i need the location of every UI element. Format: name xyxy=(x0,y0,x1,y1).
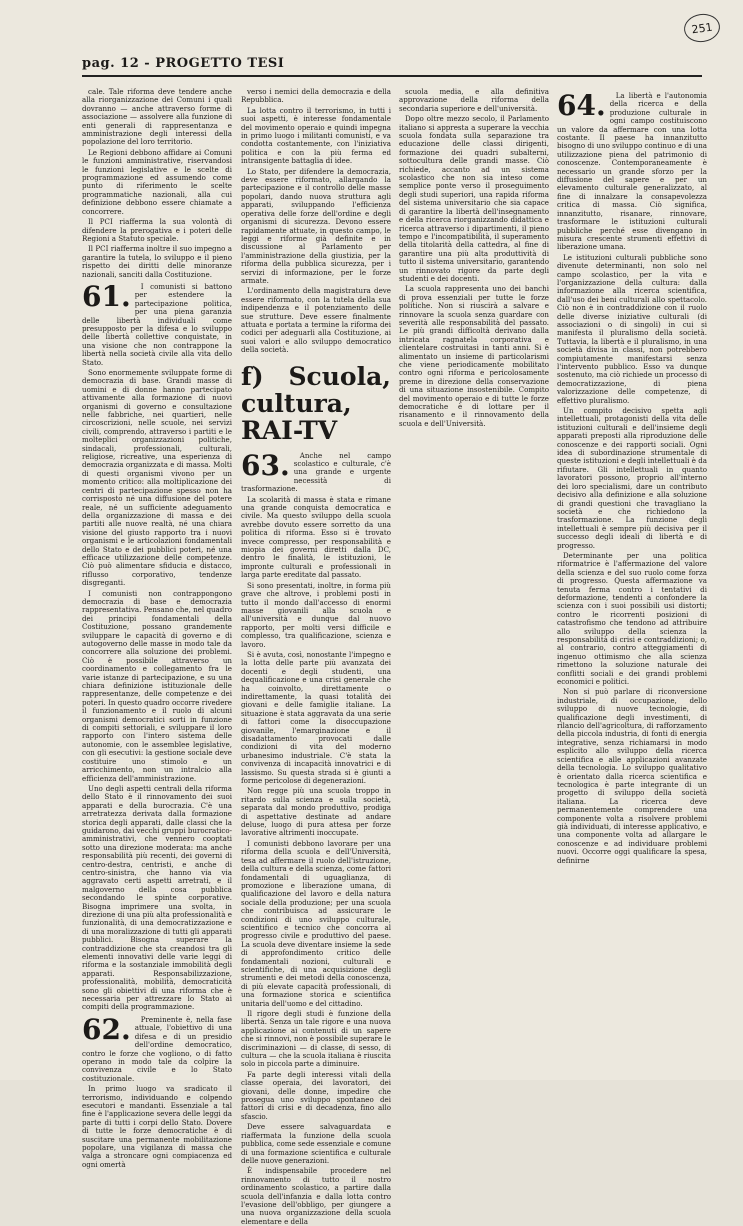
text-column-4 xyxy=(557,88,707,1028)
paragraph: La libertà e l'autonomia della ricerca e della produzione culturale in ogni campo costituiscono un valore da affermare con una lotta costante. Il paese ha innanzitutto bisogno di uno sviluppo continuo e di una utilizzazione piena del patrimonio di conoscenze. Contemporaneamente è necessario un grande sforzo per la diffusione del sapere e per un elevamento culturale generalizzato, al fine di innalzare la consapevolezza critica di massa. Ciò significa, innanzitutto, risanare, rinnovare, trasformare le istituzioni culturali pubbliche perché esse divengano in misura crescente strumenti effettivi di liberazione umana. xyxy=(557,91,707,252)
paragraph: L'ordinamento della magistratura deve essere riformato, con la tutela della sua indipendenza e il potenziamento delle sue strutture. Deve essere finalmente attuata e portata a termine la riforma dei codici per adeguarli alla Costituzione, ai suoi valori e allo sviluppo democratico della società. xyxy=(241,286,391,355)
paragraph: Sono enormemente sviluppate forme di democrazia di base. Grandi masse di uomini e di donne hanno partecipato attivamente alla formazione di nuovi organismi di governo e consultazione nelle fabbriche, nei quartieri, nelle circoscrizioni, nelle scuole, nei servizi civili, comprendo, attraverso i partiti e le molteplici organizzazioni politiche, sindacali, professionali, culturali, religiose, ricreative, una esperienza di democrazia organizzata e di massa. Molti di questi organismi vivono per un momento critico: alla moltiplicazione dei centri di partecipazione spesso non ha corrisposto né una diffusione del potere reale, né un sufficiente adeguamento della organizzazione di massa e dei partiti alle nuove realtà, né una chiara visione del giusto rapporto tra i nuovi organismi e le articolazioni fondamentali dello Stato e dei pubblici poteri, né una efficace utilizzazione delle competenze. Ciò può alimentare sfiducia e distacco, riflusso corporativo, tendenze disgreganti. xyxy=(82,368,232,588)
text-column-2 xyxy=(241,87,391,1226)
paragraph: La scolarità di massa è stata e rimane una grande conquista democratica e civile. Ma questo sviluppo della scuola avrebbe dovuto essere sorretto da una politica di riforma. Esso si è trovato invece compresso, per responsabilità e miopia dei governi diretti dalla DC, dentro le finalità, le istituzioni, le impronte culturali e professionali in larga parte ereditate dal passato. xyxy=(241,494,391,580)
paragraph: Si sono presentati, inoltre, in forma più grave che altrove, i problemi posti in tutto il mondo dall'accesso di enormi masse giovanili alla scuola e all'università e dunque dal nuovo rapporto, per molti versi difficile e complesso, tra qualificazione, scienza e lavoro. xyxy=(241,580,391,649)
numbered-paragraph-64 xyxy=(557,89,707,252)
paragraph: scuola media, e alla definitiva approvazione della riforma della secondaria superiore e dell'università. xyxy=(399,87,549,113)
paragraph: Un compito decisivo spetta agli intellettuali, protagonisti della vita delle istituzioni culturali e dell'insieme degli apparati preposti alla riproduzione delle conoscenze e dei rapporti sociali. Ogni idea di subordinazione strumentale di queste istituzioni e degli intellettuali è da rifiutare. Gli intellettuali in quanto lavoratori possono, proprio all'interno dei loro specialismi, dare un contributo decisivo alla definizione e alla soluzione di grandi questioni che travagliano la società e che richiedono la trasformazione. La funzione degli intellettuali è sempre più decisiva per il successo degli ideali di libertà e di progresso. xyxy=(557,406,707,550)
paragraph-number: 62. xyxy=(82,1012,131,1046)
paragraph: verso i nemici della democrazia e della Repubblica. xyxy=(241,87,391,105)
paragraph: Deve essere salvaguardata e riaffermata la funzione della scuola pubblica, come sede essenziale e comune di una formazione scientifica e culturale delle nuove generazioni. xyxy=(241,1122,391,1165)
paragraph: Uno degli aspetti centrali della riforma dello Stato è il rinnovamento dei suoi apparati e della burocrazia. C'è una arretratezza derivata dalla formazione storica degli apparati, dalle classi che la guidarono, dai vecchi gruppi burocratico-amministrativi, che vennero cooptati sotto una direzione moderata: ma anche responsabilità più recenti, dei governi di centro-destra, centristi, e anche di centro-sinistra, che hanno via via aggravato certi aspetti arretrati, e il malgoverno della cosa pubblica secondando le spinte corporative. Bisogna imprimere una svolta, in direzione di una più alta professionalità e funzionalità, di una democratizzazione e di una moralizzazione di tutti gli apparati pubblici. Bisogna superare la contraddizione che sta creandosi tra gli elementi innovativi delle varie leggi di riforma e la sostanziale immobilità degli apparati. Responsabilizzazione, professionalità, mobilità, democraticità sono gli obiettivi di una riforma che è necessaria per attrezzare lo Stato ai compiti della programmazione. xyxy=(82,783,232,1012)
paragraph: Le istituzioni culturali pubbliche sono divenute determinanti, non solo nel campo scolastico, per la vita e l'organizzazione della cultura: dalla informazione alla ricerca scientifica, dall'uso dei beni culturali allo spettacolo. Ciò non è in contraddizione con il ruolo delle diverse iniziative culturali (di associazioni o di singoli) in cui si manifesta il pluralismo della società. Tuttavia, la libertà e il pluralismo, in una società divisa in classi, non potrebbero compiutamente manifestarsi senza l'intervento pubblico. Esso va dunque sostenuto, ma ciò richiede un processo di democratizzazione, di piena valorizzazione delle competenze, di effettivo pluralismo. xyxy=(557,252,707,405)
paragraph: La scuola rappresenta uno dei banchi di prova essenziali per tutte le forze politiche. Non si riuscirà a salvare e rinnovare la scuola senza guardare con severità alle responsabilità del passato. Le più grandi difficoltà derivano dalla intricata ragnatela corporativa e clientelare costruitasi in tanti anni. Si è alimentato un insieme di particolarismi che viene periodicamente mobilitato contro ogni riforma e pericolosamente preme in direzione della conservazione di una situazione insostenibile. Compito del movimento operaio e di tutte le forze democratiche è di lottare per il risanamento e il rinnovamento della scuola e dell'Università. xyxy=(399,284,549,428)
paragraph: È indispensabile procedere nel rinnovamento di tutto il nostro ordinamento scolastico, a partire dalla scuola dell'infanzia e dalla lotta contro l'evasione dell'obbligo, per giungere a una nuova organizzazione della scuola elementare e della xyxy=(241,1166,391,1226)
paragraph: Le Regioni debbono affidare ai Comuni le funzioni amministrative, riservandosi le funzioni legislative e le scelte di programmazione ed assumendo come punto di riferimento le scelte programmatiche nazionali, alla cui definizione debbono essere chiamate a concorrere. xyxy=(82,147,232,216)
numbered-paragraph-61 xyxy=(82,279,232,367)
paragraph: Dopo oltre mezzo secolo, il Parlamento italiano si appresta a superare la vecchia scuola fondata sulla separazione tra educazione delle classi dirigenti, formazione dei quadri subalterni, sottocultura delle grandi masse. Ciò richiede, accanto ad un sistema scolastico che non sia inteso come semplice ponte verso il proseguimento degli studi superiori, una rapida riforma del sistema universitario che sia capace di garantire la libertà dell'insegnamento e della ricerca riorganizzando didattica e ricerca attraverso i dipartimenti, il pieno tempo e l'incompatibilità, il superamento della titolarità della cattedra, al fine di garantire una più alta produttività di tutto il sistema universitario, garantendo un rinnovato rigore da parte degli studenti e dei docenti. xyxy=(399,114,549,283)
paragraph: I comunisti non contrappongono democrazia di base e democrazia rappresentativa. Pensano che, nel quadro dei principi fondamentali della Costituzione, possano grandemente sviluppare le capacità di governo e di autogoverno delle masse in modo tale da concorrere alla soluzione dei problemi. Ciò è possibile attraverso un coordinamento e collegamento fra le varie istanze di partecipazione, e su una chiara definizione istituzionale delle rappresentanze, delle competenze e dei poteri. In questo quadro occorre rivedere il funzionamento e il ruolo di alcuni organismi democratici sorti in funzione di compiti settoriali, e sviluppare il loro rapporto con l'intero sistema delle autonomie, con le assemblee legislative, con gli esecutivi: la gestione sociale deve costituire uno stimolo e un arricchimento, non un intralcio alla efficienza dell'amministrazione. xyxy=(82,588,232,783)
paragraph: In primo luogo va sradicato il terrorismo, individuando e colpendo esecutori e mandanti. Essenziale a tal fine è l'applicazione severa delle leggi da parte di tutti i corpi dello Stato. Dovere di tutte le forze democratiche è di suscitare una permanente mobilitazione popolare, una vigilanza di massa che valga a stroncare ogni compiacenza ed ogni omertà xyxy=(82,1084,232,1169)
paragraph: Si è avuta, così, nonostante l'impegno e la lotta delle parte più avanzata dei docenti e degli studenti, una dequalificazione e una crisi generale che ha coinvolto, direttamente o indirettamente, la quasi totalità dei giovani e delle famiglie italiane. La situazione è stata aggravata da una serie di fattori come la disoccupazione giovanile, l'emarginazione e il disadattamento provocati dalle condizioni di vita del moderno urbanesimo industriale. C'è stata la convivenza di incapacità innovatrici e di lassismo. Su questa strada si è giunti a forme pericolose di degenerazioni. xyxy=(241,649,391,786)
paragraph: I comunisti debbono lavorare per una riforma della scuola e dell'Università, tesa ad affermare il ruolo dell'istruzione, della cultura e della scienza, come fattori fondamentali di uguaglianza, di promozione e liberazione umana, di qualificazione del lavoro e della natura sociale della produzione; per una scuola che contribuisca ad assicurare le condizioni di uno sviluppo culturale, scientifico e tecnico che concorra al progresso civile e produttivo del paese. La scuola deve diventare insieme la sede di approfondimento critico delle fondamentali nozioni, culturali e scientifiche, di una acquisizione degli strumenti e dei metodi della conoscenza, di più elevate capacità professionali, di una formazione storica e scientifica unitaria dell'uomo e del cittadino. xyxy=(241,838,391,1008)
section-heading: f) Scuola, cultura, RAI-TV xyxy=(241,361,391,445)
paragraph: Determinante per una politica riformatrice è l'affermazione del valore della scienza e del suo ruolo come forza di progresso. Questa affermazione va tenuta ferma contro i tentativi di deformazione, tendenti a confondere la scienza con i suoi possibili usi distorti; contro le ricorrenti posizioni di catastrofismo che tendono ad attribuire allo sviluppo della scienza la responsabilità di crisi e contraddizioni; o, al contrario, contro atteggiamenti di ingenuo ottimismo che alla scienza rimettono la soluzione naturale dei conflitti sociali e dei grandi problemi economici e politici. xyxy=(557,550,707,687)
paragraph: I comunisti si battono per estendere la partecipazione politica, per una piena garanzia delle libertà individuali come presupposto per la difesa e lo sviluppo delle libertà collettive conquistate, in una visione che non contrappone la libertà nella società civile alla vita dello Stato. xyxy=(82,281,232,367)
text-column-1 xyxy=(82,87,232,1169)
page-header xyxy=(82,56,702,78)
numbered-paragraph-62 xyxy=(82,1012,232,1083)
paragraph: Il PCI riafferma inoltre il suo impegno a garantire la tutela, lo sviluppo e il pieno rispetto dei diritti delle minoranze nazionali, sanciti dalla Costituzione. xyxy=(82,244,232,279)
text-column-3 xyxy=(399,88,549,1028)
paragraph: Lo Stato, per difendere la democrazia, deve essere riformato, allargando la partecipazione e il controllo delle masse popolari, dando nuova struttura agli apparati, sviluppando l'efficienza operativa delle forze dell'ordine e degli organismi di sicurezza. Devono essere rapidamente attuate, in questo campo, le leggi e riforme già definite e in discussione al Parlamento per l'amministrazione della giustizia, per la riforma della pubblica sicurezza, per i servizi di informazione, per le forze armate. xyxy=(241,166,391,285)
paragraph: Anche nel campo scolastico e culturale, c'è una grande e urgente necessità di trasformazione. xyxy=(241,450,391,494)
paragraph: Non regge più una scuola troppo in ritardo sulla scienza e sulla società, separata dal mondo produttivo, prodiga di aspettative destinate ad andare deluse, luogo di pura attesa per forze lavorative altrimenti inoccupate. xyxy=(241,786,391,838)
paragraph-number: 64. xyxy=(557,89,606,122)
paragraph-number: 61. xyxy=(82,279,131,313)
paragraph: Il rigore degli studi è funzione della libertà. Senza un tale rigore e una nuova applicazione ai contenuti di un sapere che si rinnovi, non è possibile superare le discriminazioni — di classe, di sesso, di cultura — che la scuola italiana è riuscita solo in piccola parte a diminuire. xyxy=(241,1009,391,1069)
paragraph: Fa parte degli interessi vitali della classe operaia, dei lavoratori, dei giovani, delle donne, impedire che prosegua uno sviluppo spontaneo dei fattori di crisi e di decadenza, fino allo sfascio. xyxy=(241,1069,391,1121)
paragraph: Non si può parlare di riconversione industriale, di occupazione, dello sviluppo di nuove tecnologie, di qualificazione degli investimenti, di rilancio dell'agricoltura, di rafforzamento della piccola industria, di fonti di energia integrative, senza richiamarsi in modo esplicito allo sviluppo della ricerca scientifica e alle applicazioni avanzate della tecnologia. Lo sviluppo qualitativo è orientato dalla ricerca scientifica e tecnologica è parte integrante di un progetto di sviluppo della società italiana. La ricerca deve permanentemente comprendere una componente volta a risolvere problemi già individuati, di interesse applicativo, e una componente volta ad allargare le conoscenze e ad individuare problemi nuovi. Occorre oggi qualificare la spesa, definirne xyxy=(557,687,707,865)
numbered-paragraph-63 xyxy=(241,448,391,494)
paragraph: cale. Tale riforma deve tendere anche alla riorganizzazione dei Comuni i quali dovranno — anche attraverso forme di associazione — assolvere alla funzione di enti generali di rappresentanza e amministrazione degli interessi della popolazione del loro territorio. xyxy=(82,87,232,147)
paragraph: Il PCI riafferma la sua volontà di difendere la prerogativa e i poteri delle Regioni a Statuto speciale. xyxy=(82,217,232,243)
paragraph: Preminente è, nella fase attuale, l'obiettivo di una difesa e di un presidio dell'ordine democratico, contro le forze che vogliono, o di fatto operano in modo tale da colpire la convivenza civile e lo Stato costituzionale. xyxy=(82,1014,232,1083)
archive-stamp: 251 xyxy=(682,12,722,45)
paragraph-number: 63. xyxy=(241,448,290,482)
header-rule xyxy=(82,75,702,77)
page-title: pag. 12 - PROGETTO TESI xyxy=(82,56,285,71)
paragraph: La lotta contro il terrorismo, in tutti i suoi aspetti, è interesse fondamentale del movimento operaio e quindi impegna in primo luogo i militanti comunisti, e va condotta costantemente, con l'iniziativa politica e con la più ferma ed intransigente battaglia di idee. xyxy=(241,105,391,166)
